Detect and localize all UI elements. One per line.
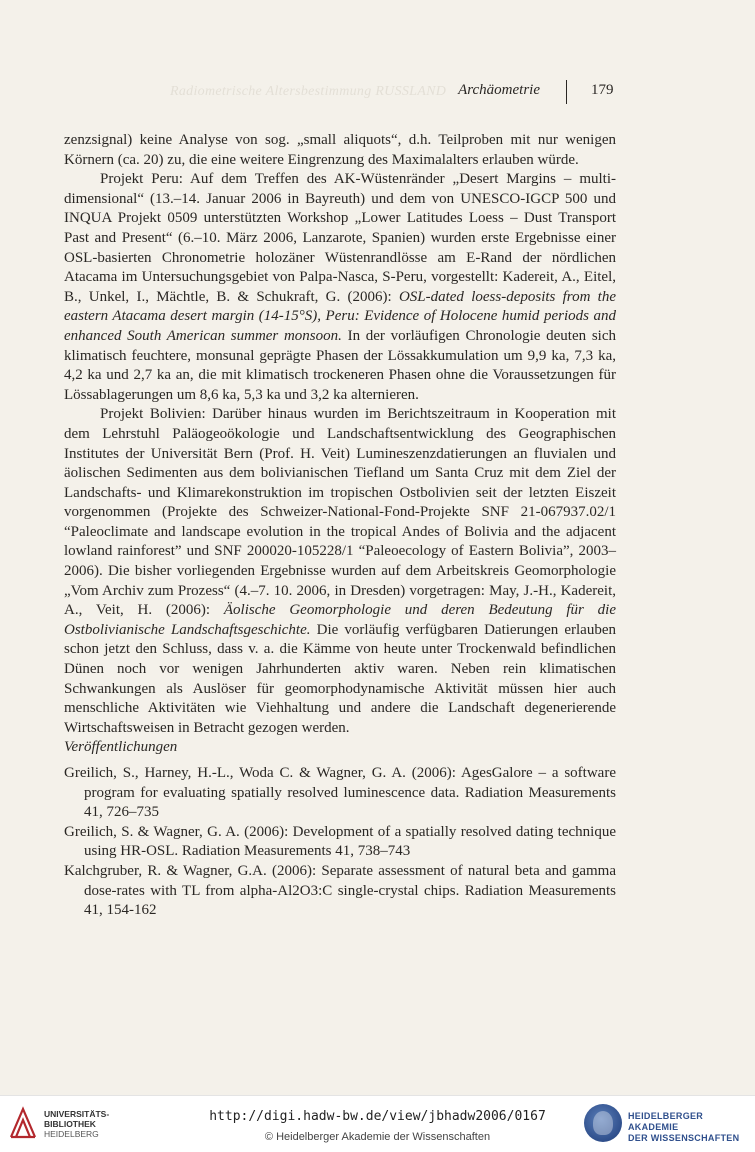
library-name-line: HEIDELBERG	[44, 1129, 99, 1139]
reference-list	[64, 764, 616, 921]
academy-name-line: DER WISSENSCHAFTEN	[628, 1133, 740, 1143]
paragraph-text: Die vorläufig verfügbaren Datierungen erlauben schon jetzt den Schluss, dass v. a. die Kämme von heute unter Trockenwald befindlichen Dünen noch vor wenigen Jahrhunderten aktiv waren. Neben rein klimatischen Schwankungen als Auslöser für geomorphodynamische Aktivität müssen hier auch menschliche Aktivitäten wie Viehhaltung und andere die Landschaft degenerierende Wirtschaftsweisen in Betracht gezogen werden.	[64, 621, 616, 736]
academy-name	[628, 1111, 755, 1144]
reference-item: Greilich, S. & Wagner, G. A. (2006): Development of a spatially resolved dating technique using HR-OSL. Radiation Measurements 41, 738–743	[64, 823, 616, 860]
library-name-line: UNIVERSITÄTS-	[44, 1109, 110, 1119]
academy-seal-icon	[584, 1104, 622, 1142]
academy-name-line: HEIDELBERGER AKADEMIE	[628, 1111, 704, 1132]
bleed-through-text: Radiometrische Altersbestimmung RUSSLAND	[170, 84, 447, 99]
body-text	[64, 131, 616, 921]
copyright-notice: © Heidelberger Akademie der Wissenschaften	[264, 1131, 491, 1143]
reference-item: Kalchgruber, R. & Wagner, G.A. (2006): Separate assessment of natural beta and gamma dose-rates with TL from alpha-Al2O3:C single-crystal chips. Radiation Measurements 41, 154-162	[64, 862, 616, 919]
running-head	[0, 80, 755, 104]
citation-title: Äolische Geomorphologie und deren Bedeutung für die Ostbolivianische Landschaftsgeschichte.	[64, 602, 617, 638]
paragraph-text: Projekt Bolivien: Darüber hinaus wurden im Berichtszeitraum in Kooperation mit dem Lehrstuhl Paläogeoökologie und Landschaftsentwicklung des Geographischen Institutes der Universität Bern (Prof. H. Veit) Lumineszenzdatierungen an fluvialen und äolischen Sedimenten aus dem bolivianischen Tiefland um Santa Cruz mit dem Ziel der Landschafts- und Klimarekonstruktion im tropischen Ostbolivien seit der letzten Eiszeit vorgenommen (Projekte des Schweizer-National-Fond-Projekte SNF 21-067937.02/1 “Paleoclimate and landscape evolution in the tropical Andes of Bolivia and the adjacent lowland rainforest” und SNF 200020-105228/1 “Paleoecology of Eastern Bolivia”, 2003–2006). Die bisher vorliegenden Ergebnisse wurden auf dem Arbeitskreis Geomorphologie „Vom Archiv zum Prozess“ (4.–7. 10. 2006, in Dresden) vorgetragen: May, J.-H., Kadereit, A., Veit, H. (2006):	[64, 406, 616, 619]
publications-heading: Veröffentlichungen	[64, 739, 178, 756]
running-head-divider	[566, 80, 567, 104]
citation-title: OSL-dated loess-deposits from the eastern Atacama desert margin (14-15°S), Peru: Evidence of Holocene humid periods and enhanced South American summer monsoon.	[64, 288, 617, 344]
digitization-footer	[0, 1095, 755, 1152]
paragraph-projekt-peru	[64, 170, 616, 405]
paragraph-projekt-bolivien	[64, 405, 616, 738]
library-name-line: BIBLIOTHEK	[44, 1119, 96, 1129]
paragraph-text: Projekt Peru: Auf dem Treffen des AK-Wüstenränder „Desert Margins – multi-dimensional“ (13.–14. Januar 2006 in Bayreuth) und dem von UNESCO-IGCP 500 und INQUA Projekt 0509 unterstützten Workshop „Lower Latitudes Loess – Dust Transport Past and Present“ (6.–10. März 2006, Lanzarote, Spanien) wurden erste Ergebnisse einer OSL-basierten Chronometrie holozäner Wüstenrandlösse am E-Rand der nördlichen Atacama im Untersuchungsgebiet von Palpa-Nasca, S-Peru, vorgestellt: Kadereit, A., Eitel, B., Unkel, I., Mächtle, B. & Schukraft, G. (2006):	[64, 171, 616, 305]
permalink-url[interactable]: http://digi.hadw-bw.de/view/jbhadw2006/0167	[209, 1109, 546, 1124]
reference-item: Greilich, S., Harney, H.-L., Woda C. & Wagner, G. A. (2006): AgesGalore – a software program for evaluating spatially resolved luminescence data. Radiation Measurements 41, 726–735	[64, 765, 616, 821]
paragraph-continuation: zenzsignal) keine Analyse von sog. „small aliquots“, d.h. Teilproben mit nur wenigen Körnern (ca. 20) zu, die eine weitere Eingrenzung des Maximalalters erlauben würde.	[64, 132, 616, 168]
running-head-section: Archäometrie	[458, 82, 540, 98]
page-number: 179	[591, 82, 614, 98]
paragraph-text: In der vorläufigen Chronologie deuten sich klimatisch feuchtere, monsunal geprägte Phasen der Lössakkumulation um 9,9 ka, 7,3 ka, 4,2 ka und 2,7 ka an, die mit klimatisch trockeneren Phasen ohne die Voraussetzungen für Lössablagerungen um 8,6 ka, 5,3 ka und 3,2 ka alternieren.	[64, 327, 616, 403]
